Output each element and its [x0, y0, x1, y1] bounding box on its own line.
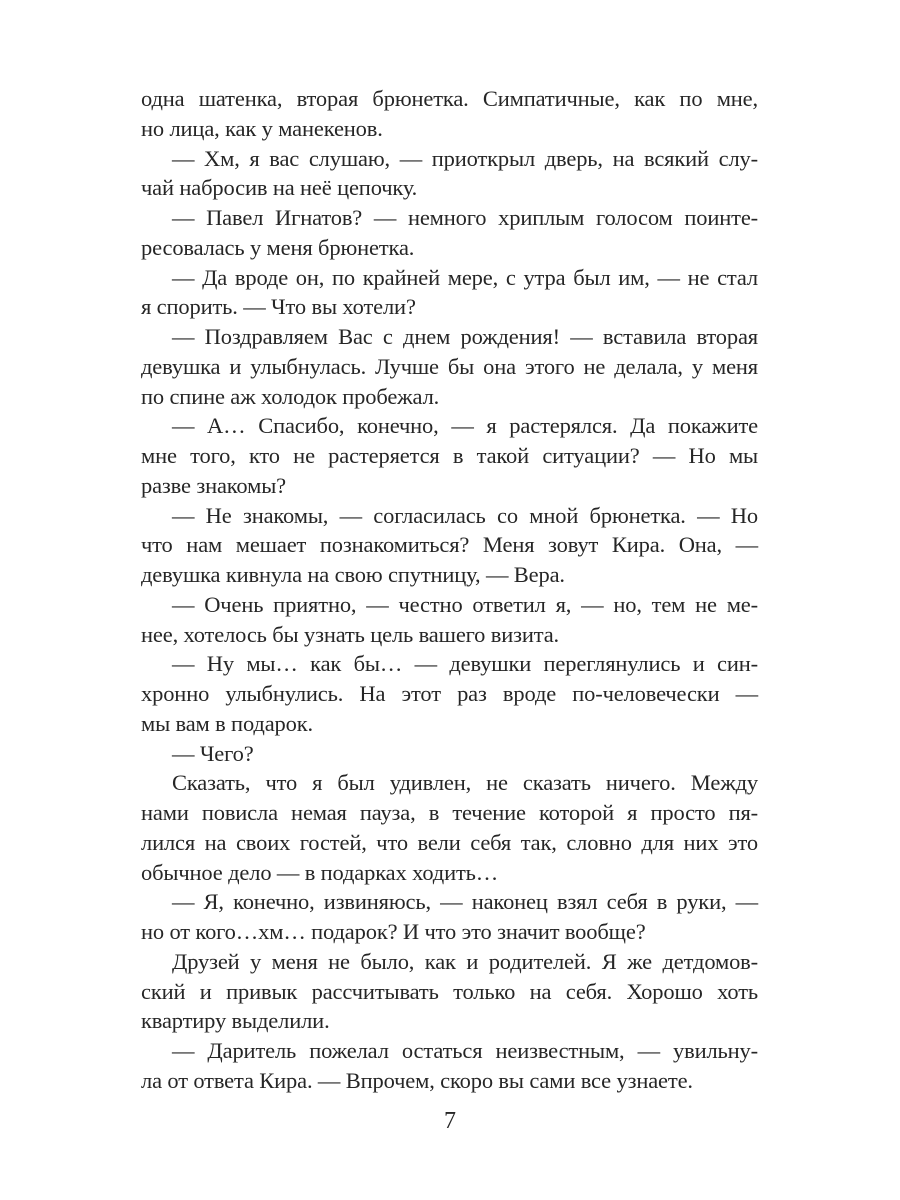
paragraph: [141, 144, 758, 204]
text-line: — Ну мы… как бы… — девушки переглянулись и син-: [172, 651, 758, 677]
text-line: разве знакомы?: [141, 472, 286, 498]
text-line: но от кого…хм… подарок? И что это значит вообще?: [141, 919, 646, 944]
text-line: по спине аж холодок пробежал.: [141, 383, 440, 409]
text-line: одна шатенка, вторая брюнетка. Симпатичные, как по мне,: [141, 86, 758, 111]
text-line: — Хм, я вас слушаю, — приоткрыл дверь, на всякий слу-: [172, 145, 758, 171]
text-line: ский и привык рассчитывать только на себя. Хорошо хоть: [141, 978, 758, 1004]
paragraph: [141, 947, 758, 1036]
text-line: Сказать, что я был удивлен, не сказать ничего. Между: [172, 770, 758, 796]
text-line: — Чего?: [172, 740, 254, 766]
paragraph: [141, 768, 758, 887]
text-line: девушка кивнула на свою спутницу, — Вера.: [141, 562, 565, 587]
text-line: чай набросив на неё цепочку.: [141, 175, 418, 201]
paragraph: [141, 203, 758, 263]
paragraph: [141, 411, 758, 500]
paragraph: [141, 649, 758, 738]
text-line: — Да вроде он, по крайней мере, с утра был им, — не стал: [172, 264, 758, 290]
page-number: 7: [444, 1108, 456, 1134]
text-line: лился на своих гостей, что вели себя так, словно для них это: [141, 829, 758, 855]
text-line: нами повисла немая пауза, в течение которой я просто пя-: [141, 800, 758, 825]
text-line: — Я, конечно, извиняюсь, — наконец взял себя в руки, —: [172, 889, 758, 915]
page-body-text: [141, 84, 758, 1096]
text-line: Друзей у меня не было, как и родителей. Я же детдомов-: [172, 948, 758, 974]
paragraph: [141, 739, 758, 769]
paragraph: [141, 322, 758, 411]
text-line: нее, хотелось бы узнать цель вашего визита.: [141, 621, 560, 647]
text-line: мы вам в подарок.: [141, 710, 313, 736]
text-line: — Даритель пожелал остаться неизвестным, — увильну-: [172, 1038, 758, 1063]
text-line: но лица, как у манекенов.: [141, 115, 383, 141]
text-line: — А… Спасибо, конечно, — я растерялся. Да покажите: [172, 413, 758, 439]
text-line: квартиру выделили.: [141, 1008, 330, 1034]
text-line: ресовалась у меня брюнетка.: [141, 234, 415, 260]
paragraph: [141, 590, 758, 650]
paragraph: [141, 501, 758, 590]
text-line: что нам мешает познакомиться? Меня зовут Кира. Она, —: [141, 532, 758, 558]
text-line: хронно улыбнулись. На этот раз вроде по-человечески —: [141, 681, 758, 706]
text-line: — Не знакомы, — согласилась со мной брюнетка. — Но: [172, 502, 758, 528]
text-line: обычное дело — в подарках ходить…: [141, 859, 499, 885]
paragraph: [141, 1036, 758, 1096]
text-line: ла от ответа Кира. — Впрочем, скоро вы сами все узнаете.: [141, 1067, 693, 1093]
text-line: — Очень приятно, — честно ответил я, — но, тем не ме-: [172, 591, 758, 617]
text-line: мне того, кто не растеряется в такой ситуации? — Но мы: [141, 443, 758, 468]
paragraph: [141, 263, 758, 323]
text-line: — Павел Игнатов? — немного хриплым голосом поинте-: [172, 205, 758, 230]
text-line: девушка и улыбнулась. Лучше бы она этого не делала, у меня: [141, 353, 758, 379]
text-line: — Поздравляем Вас с днем рождения! — вставила вторая: [172, 324, 758, 349]
paragraph: [141, 84, 758, 144]
text-line: я спорить. — Что вы хотели?: [141, 294, 416, 320]
paragraph: [141, 887, 758, 947]
